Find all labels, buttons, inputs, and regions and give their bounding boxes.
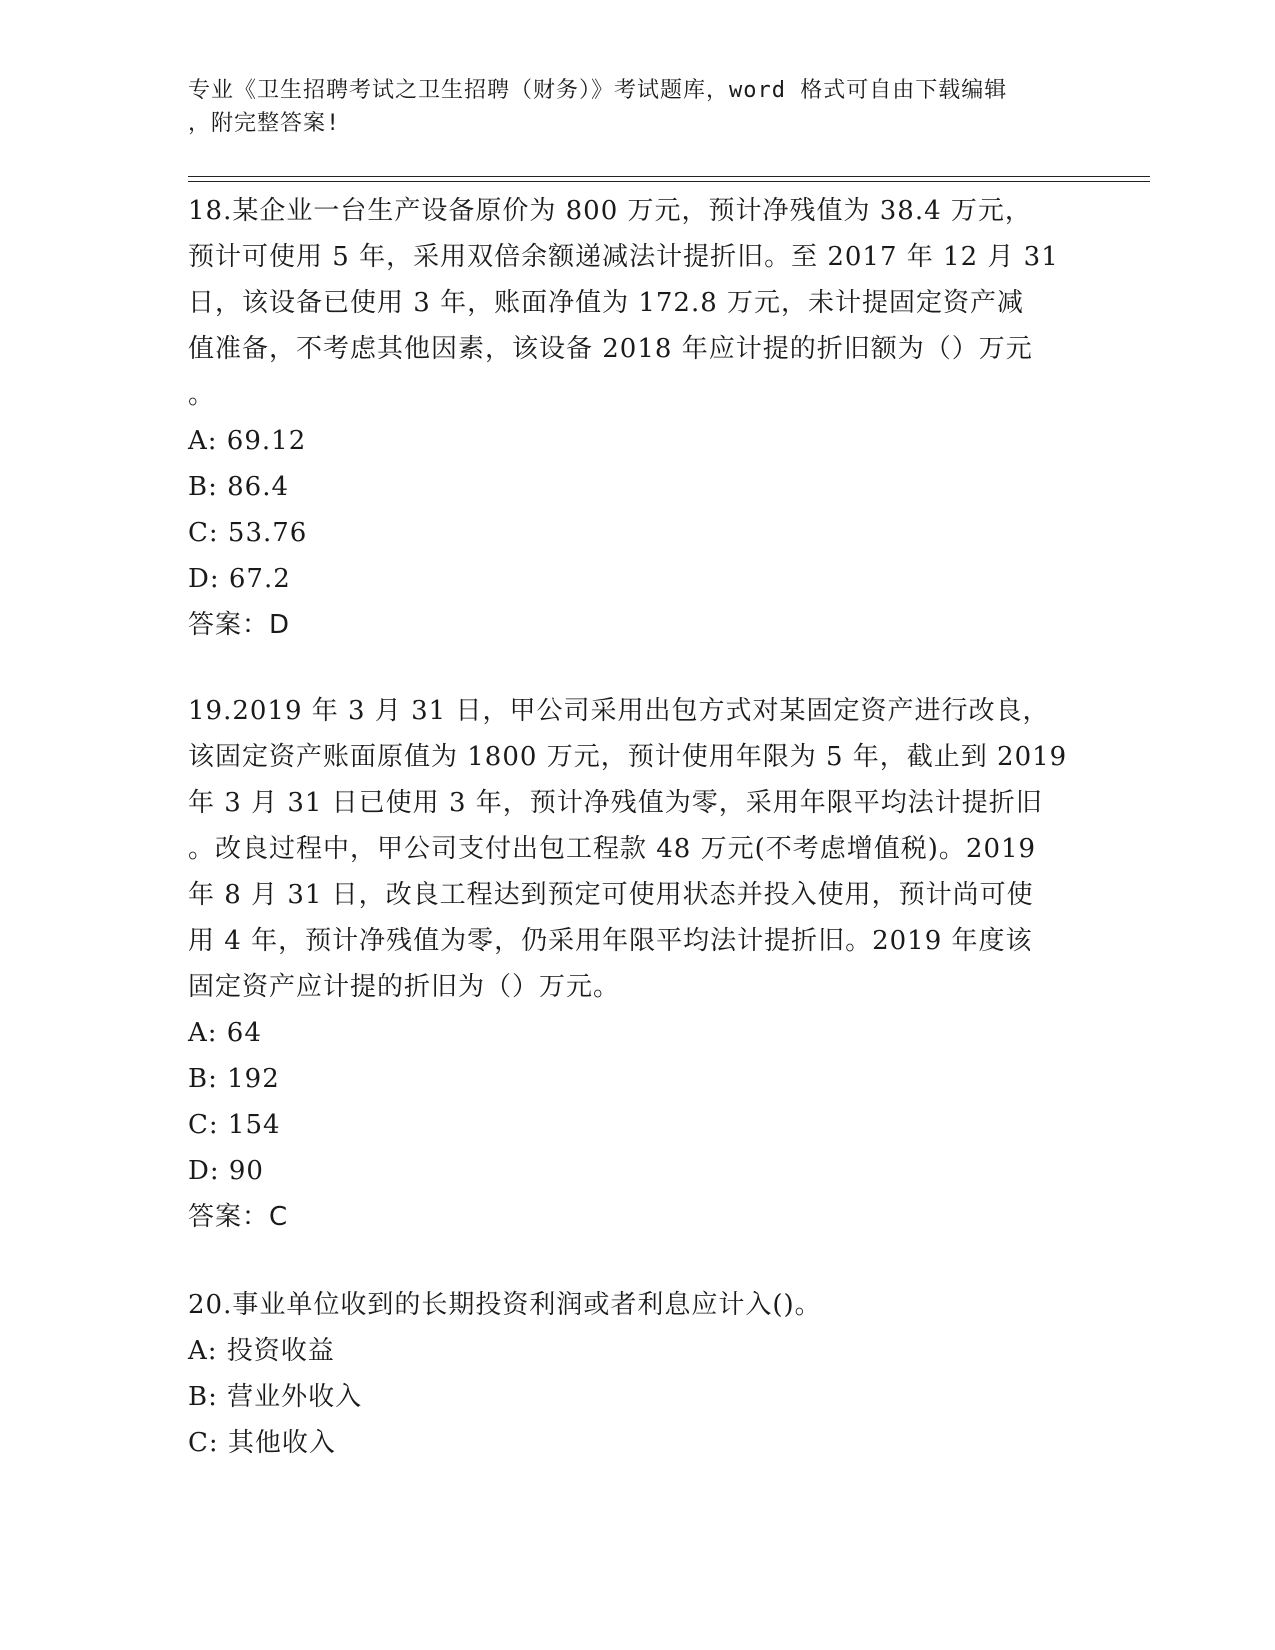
header-divider-top [188, 176, 1150, 177]
header-divider-bottom [188, 181, 1150, 182]
option-a: A: 投资收益 [188, 1336, 335, 1366]
question-stem-line: 20.事业单位收到的长期投资利润或者利息应计入()。 [188, 1290, 822, 1320]
option-b: B: 营业外收入 [188, 1382, 363, 1412]
option-b: B: 192 [188, 1064, 280, 1094]
document-header [188, 74, 1088, 140]
header-line-2: ，附完整答案! [188, 111, 341, 136]
option-a: A: 69.12 [188, 426, 307, 456]
question-stem-line: 固定资产应计提的折旧为（）万元。 [188, 972, 621, 1002]
header-line-1: 专业《卫生招聘考试之卫生招聘（财务）》考试题库，word 格式可自由下载编辑 [188, 78, 1008, 103]
question-stem-line: 日，该设备已使用 3 年，账面净值为 172.8 万元，未计提固定资产减 [188, 288, 1025, 318]
question-stem-line: 19.2019 年 3 月 31 日，甲公司采用出包方式对某固定资产进行改良， [188, 696, 1050, 726]
option-c: C: 其他收入 [188, 1428, 336, 1458]
question-stem-line: 预计可使用 5 年，采用双倍余额递减法计提折旧。至 2017 年 12 月 31 [188, 242, 1059, 272]
question-18 [188, 188, 1088, 648]
question-19 [188, 688, 1088, 1240]
answer: 答案：D [188, 610, 291, 640]
answer: 答案：C [188, 1202, 289, 1232]
option-a: A: 64 [188, 1018, 262, 1048]
option-d: D: 90 [188, 1156, 264, 1186]
option-c: C: 154 [188, 1110, 281, 1140]
question-stem-line: 18.某企业一台生产设备原价为 800 万元，预计净残值为 38.4 万元， [188, 196, 1032, 226]
question-stem-line: 。 [188, 380, 216, 410]
option-c: C: 53.76 [188, 518, 308, 548]
question-stem-line: 用 4 年，预计净残值为零，仍采用年限平均法计提折旧。2019 年度该 [188, 926, 1033, 956]
question-stem-line: 值准备，不考虑其他因素，该设备 2018 年应计提的折旧额为（）万元 [188, 334, 1033, 364]
question-stem-line: 该固定资产账面原值为 1800 万元，预计使用年限为 5 年，截止到 2019 [188, 742, 1068, 772]
question-stem-line: 。改良过程中，甲公司支付出包工程款 48 万元(不考虑增值税)。2019 [188, 834, 1037, 864]
question-stem-line: 年 3 月 31 日已使用 3 年，预计净残值为零，采用年限平均法计提折旧 [188, 788, 1043, 818]
option-d: D: 67.2 [188, 564, 291, 594]
option-b: B: 86.4 [188, 472, 290, 502]
question-20 [188, 1282, 1088, 1466]
question-stem-line: 年 8 月 31 日，改良工程达到预定可使用状态并投入使用，预计尚可使 [188, 880, 1034, 910]
